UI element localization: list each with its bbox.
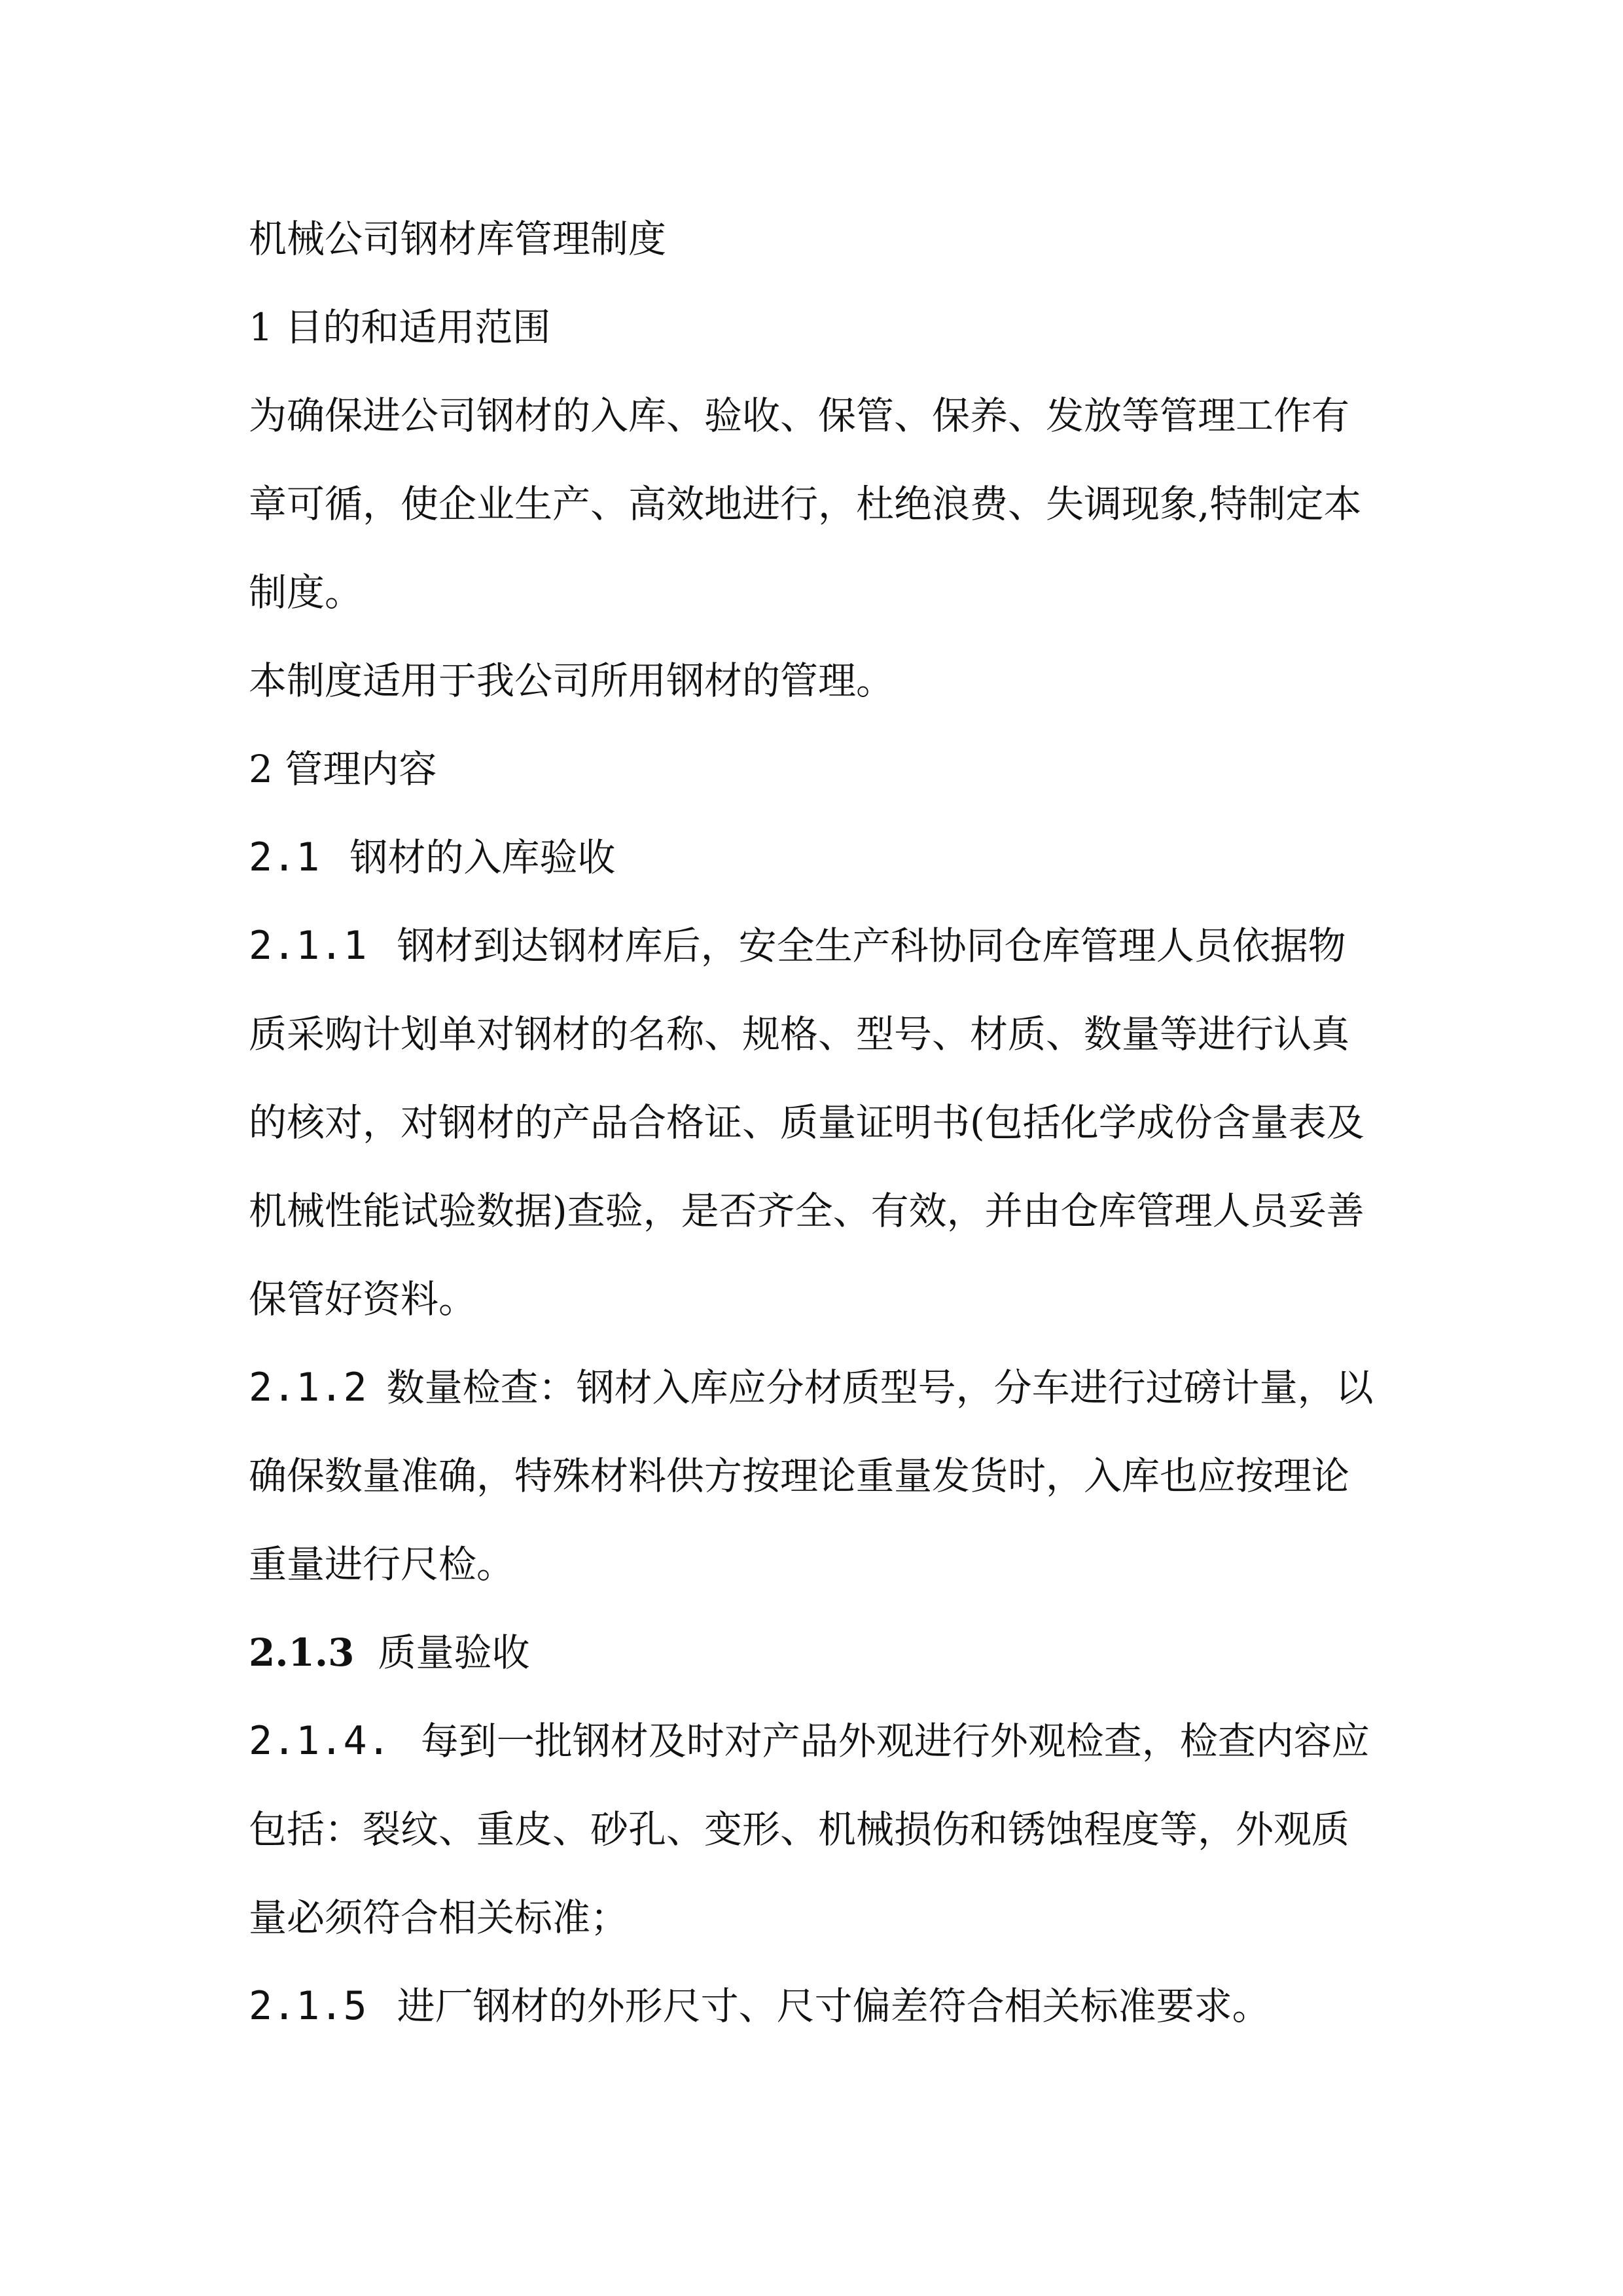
section-2-1-1-line xyxy=(249,920,1387,972)
section-1-paragraph-line: 章可循，使企业生产、高效地进行，杜绝浪费、失调现象,特制定本 xyxy=(249,482,1362,526)
section-text: 数量检查：钢材入库应分材质型号，分车进行过磅计量，以 xyxy=(386,1365,1374,1410)
scope-paragraph: 本制度适用于我公司所用钢材的管理。 xyxy=(249,658,895,703)
section-2-1-2-line: 确保数量准确，特殊材料供方按理论重量发货时，入库也应按理论 xyxy=(249,1454,1350,1498)
section-2-1-3-heading xyxy=(249,1626,1387,1679)
section-2-1-heading xyxy=(249,831,1387,884)
section-number: 2.1 xyxy=(249,834,320,880)
section-2-1-4-line xyxy=(249,1715,1387,1767)
section-2-1-4-line: 包括：裂纹、重皮、砂孔、变形、机械损伤和锈蚀程度等，外观质 xyxy=(249,1807,1350,1852)
section-text: 质量验收 xyxy=(378,1630,530,1675)
section-text: 钢材到达钢材库后，安全生产科协同仓库管理人员依据物 xyxy=(397,924,1346,968)
section-2-1-1-line: 的核对，对钢材的产品合格证、质量证明书(包括化学成份含量表及 xyxy=(249,1100,1364,1145)
section-2-heading: 2 管理内容 xyxy=(249,747,437,791)
section-number: 2.1.2 xyxy=(249,1365,367,1410)
section-number: 2.1.4. xyxy=(249,1718,391,1764)
section-number: 2.1.1 xyxy=(249,923,367,969)
section-text: 进厂钢材的外形尺寸、尺寸偏差符合相关标准要求。 xyxy=(397,1984,1270,2028)
section-1-paragraph-line: 为确保进公司钢材的入库、验收、保管、保养、发放等管理工作有 xyxy=(249,393,1350,438)
section-1-paragraph-line: 制度。 xyxy=(249,570,363,615)
document-title: 机械公司钢材库管理制度 xyxy=(249,217,667,261)
section-2-1-2-line xyxy=(249,1361,1387,1414)
section-2-1-4-line: 量必须符合相关标准； xyxy=(249,1895,629,1940)
section-1-heading: 1 目的和适用范围 xyxy=(249,305,551,350)
section-2-1-1-line: 机械性能试验数据)查验，是否齐全、有效，并由仓库管理人员妥善 xyxy=(249,1189,1364,1233)
section-2-1-1-line: 保管好资料。 xyxy=(249,1277,477,1321)
section-number: 2.1.3 xyxy=(249,1630,355,1675)
section-2-1-5-line xyxy=(249,1980,1387,2032)
section-2-1-2-line: 重量进行尺检。 xyxy=(249,1542,515,1587)
section-text: 钢材的入库验收 xyxy=(349,835,616,880)
section-number: 2.1.5 xyxy=(249,1983,367,2029)
section-2-1-1-line: 质采购计划单对钢材的名称、规格、型号、材质、数量等进行认真 xyxy=(249,1012,1350,1056)
section-text: 每到一批钢材及时对产品外观进行外观检查，检查内容应 xyxy=(420,1719,1370,1763)
